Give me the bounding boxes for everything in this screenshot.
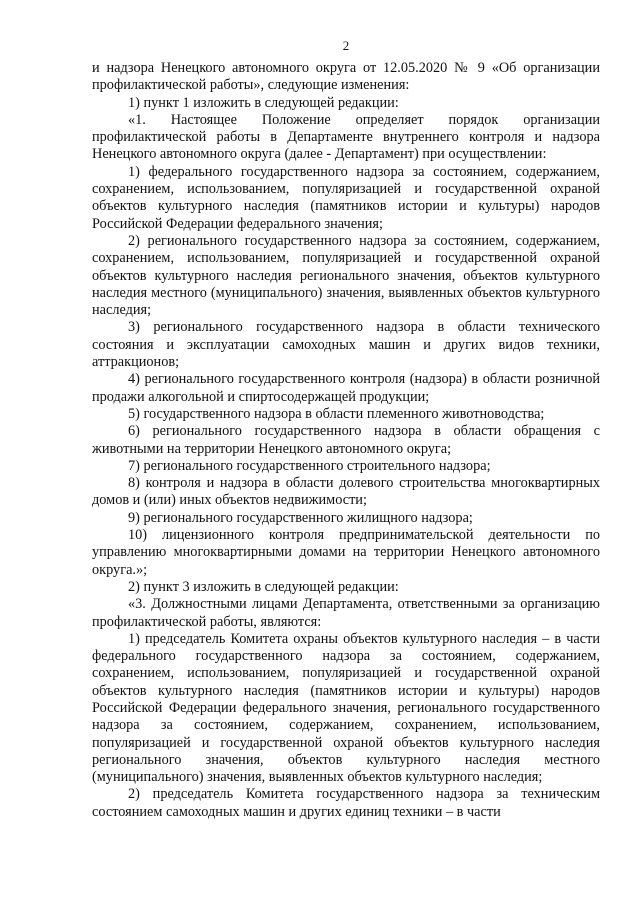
paragraph: 2) председатель Комитета государственного надзора за техническим состоянием самоходных машин и других единиц техники – в части	[92, 786, 600, 820]
paragraph: 2) пункт 3 изложить в следующей редакции:	[128, 578, 399, 595]
document-body	[92, 60, 600, 821]
paragraph: 9) регионального государственного жилищного надзора;	[128, 509, 473, 526]
paragraph: 5) государственного надзора в области племенного животноводства;	[128, 405, 545, 422]
paragraph: 8) контроля и надзора в области долевого строительства многоквартирных домов и (или) иных объектов недвижимости;	[92, 475, 600, 509]
paragraph: «1. Настоящее Положение определяет порядок организации профилактической работы в Департаменте внутреннего контроля и надзора Ненецкого автономного округа (далее - Департамент) при осуществлении:	[92, 111, 600, 163]
paragraph: 10) лицензионного контроля предпринимательской деятельности по управлению многоквартирными домами на территории Ненецкого автономного округа.»;	[92, 527, 600, 578]
paragraph: 1) председатель Комитета охраны объектов культурного наследия – в части федерального государственного надзора за состоянием, содержанием, сохранением, использованием, популяризацией и государственной охраной объектов культурного наследия (памятников истории и культуры) народов Российской Федерации федерального значения, регионального государственного надзора за состоянием, содержанием, сохранением, использованием, популяризацией и государственной охраной объектов культурного наследия регионального значения, объектов культурного наследия местного (муниципального) значения, выявленных объектов культурного наследия;	[92, 630, 600, 786]
paragraph: 4) регионального государственного контроля (надзора) в области розничной продажи алкогольной и спиртосодержащей продукции;	[92, 371, 600, 405]
paragraph: 6) регионального государственного надзора в области обращения с животными на территории Ненецкого автономного округа;	[92, 423, 600, 457]
page-number: 2	[342, 38, 350, 53]
paragraph: 1) пункт 1 изложить в следующей редакции:	[128, 94, 399, 111]
paragraph: 1) федерального государственного надзора за состоянием, содержанием, сохранением, использованием, популяризацией и государственной охраной объектов культурного наследия (памятников истории и культуры) народов Российской Федерации федерального значения;	[92, 163, 600, 232]
paragraph: 3) регионального государственного надзора в области технического состояния и эксплуатации самоходных машин и других видов техники, аттракционов;	[92, 319, 600, 371]
paragraph: и надзора Ненецкого автономного округа от 12.05.2020 № 9 «Об организации профилактической работы», следующие изменения:	[92, 60, 600, 94]
paragraph: «3. Должностными лицами Департамента, ответственными за организацию профилактической работы, являются:	[92, 596, 600, 630]
paragraph: 2) регионального государственного надзора за состоянием, содержанием, сохранением, использованием, популяризацией и государственной охраной объектов культурного наследия регионального значения, объектов культурного наследия местного (муниципального) значения, выявленных объектов культурного наследия;	[92, 232, 600, 319]
paragraph: 7) регионального государственного строительного надзора;	[128, 457, 491, 474]
